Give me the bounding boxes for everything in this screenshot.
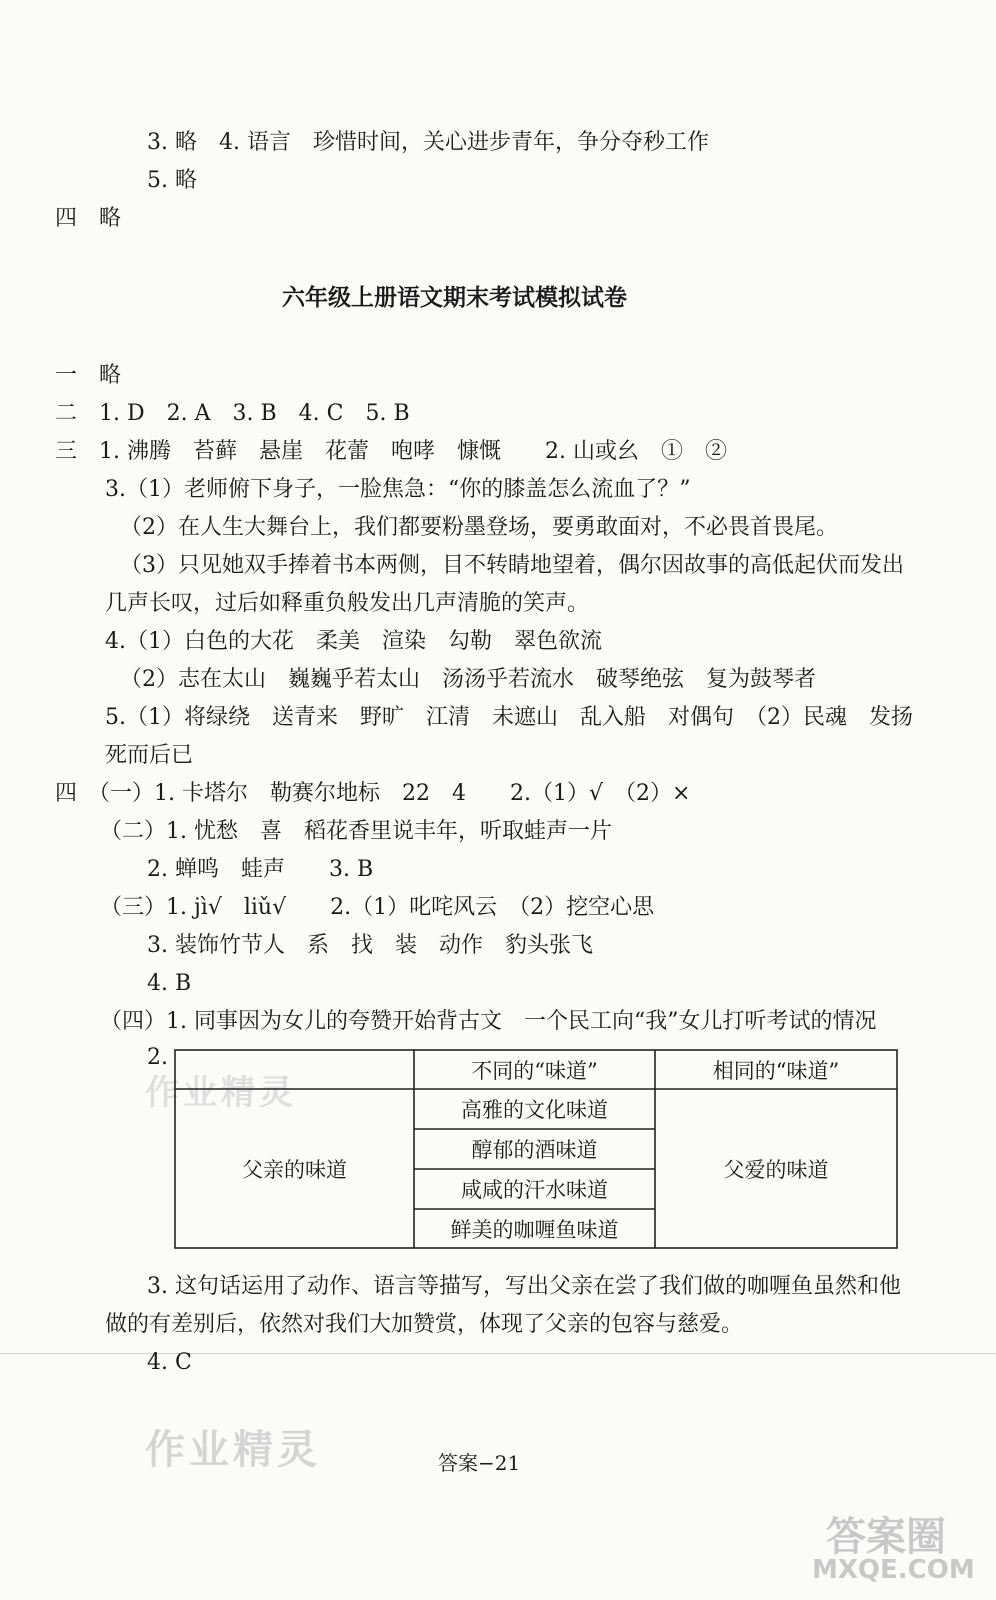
line-5: 二 1. D 2. A 3. B 4. C 5. B [55,401,410,426]
line-3: 四 略 [55,206,122,231]
line-4: 一 略 [55,363,122,388]
corner-url: MXQE.COM [812,1555,975,1585]
line-13: 5.（1）将绿绕 送青来 野旷 江清 未遮山 乱入船 对偶句 （2）民魂 发扬 [105,705,913,730]
page-number: 答案−21 [438,1451,521,1475]
line-17: 2. 蝉鸣 蛙声 3. B [147,857,374,882]
line-8: （2）在人生大舞台上，我们都要粉墨登场，要勇敢面对，不必畏首畏尾。 [120,515,838,540]
line-1: 3. 略 4. 语言 珍惜时间，关心进步青年，争分夺秒工作 [147,130,709,155]
table-cell-mid-2: 醇郁的酒味道 [471,1138,598,1162]
line-18: （三）1. jì√ liǔ√ 2.（1）叱咤风云 （2）挖空心思 [100,895,655,920]
corner-logo: 答案圈 [826,1514,946,1560]
line-20: 4. B [147,971,192,996]
line-15: 四 （一）1. 卡塔尔 勒赛尔地标 22 4 2.（1）√ （2）× [55,781,691,806]
line-25: 4. C [147,1350,192,1375]
line-9: （3）只见她双手捧着书本两侧，目不转睛地望着，偶尔因故事的高低起伏而发出 [120,553,904,578]
line-11: 4.（1）白色的大花 柔美 渲染 勾勒 翠色欲流 [105,629,602,654]
watermark-faint: 作业精灵 [145,1073,297,1113]
line-12: （2）志在太山 巍巍乎若太山 汤汤乎若流水 破琴绝弦 复为鼓琴者 [120,667,816,692]
table-cell-mid-3: 咸咸的汗水味道 [461,1178,608,1202]
line-19: 3. 装饰竹节人 系 找 装 动作 豹头张飞 [147,933,593,958]
line-2: 5. 略 [147,168,197,193]
line-7: 3.（1）老师俯下身子，一脸焦急：“你的膝盖怎么流血了？” [105,477,691,502]
table-cell-mid-1: 高雅的文化味道 [461,1098,608,1122]
watermark: 作业精灵 [145,1427,321,1473]
line-23: 3. 这句话运用了动作、语言等描写，写出父亲在尝了我们做的咖喱鱼虽然和他 [147,1274,901,1299]
line-16: （二）1. 忧愁 喜 稻花香里说丰年，听取蛙声一片 [100,819,612,844]
line-10: 几声长叹，过后如释重负般发出几声清脆的笑声。 [105,591,590,616]
table-cell-father-taste: 父亲的味道 [242,1157,347,1182]
table-header-different: 不同的“味道” [471,1058,598,1083]
line-24: 做的有差别后，依然对我们大加赞赏，体现了父亲的包容与慈爱。 [105,1312,744,1337]
table-cell-mid-4: 鲜美的咖喱鱼味道 [450,1217,619,1242]
table-cell-father-love: 父爱的味道 [723,1157,829,1182]
line-6: 三 1. 沸腾 苔藓 悬崖 花蕾 咆哮 慷慨 2. 山或幺 ① ② [55,439,727,464]
line-14: 死而后已 [105,743,194,768]
line-21: （四）1. 同事因为女儿的夸赞开始背古文 一个民工向“我”女儿打听考试的情况 [100,1009,877,1034]
page-title: 六年级上册语文期末考试模拟试卷 [282,285,627,311]
table-header-same: 相同的“味道” [712,1058,840,1083]
line-22: 2. [147,1045,168,1070]
